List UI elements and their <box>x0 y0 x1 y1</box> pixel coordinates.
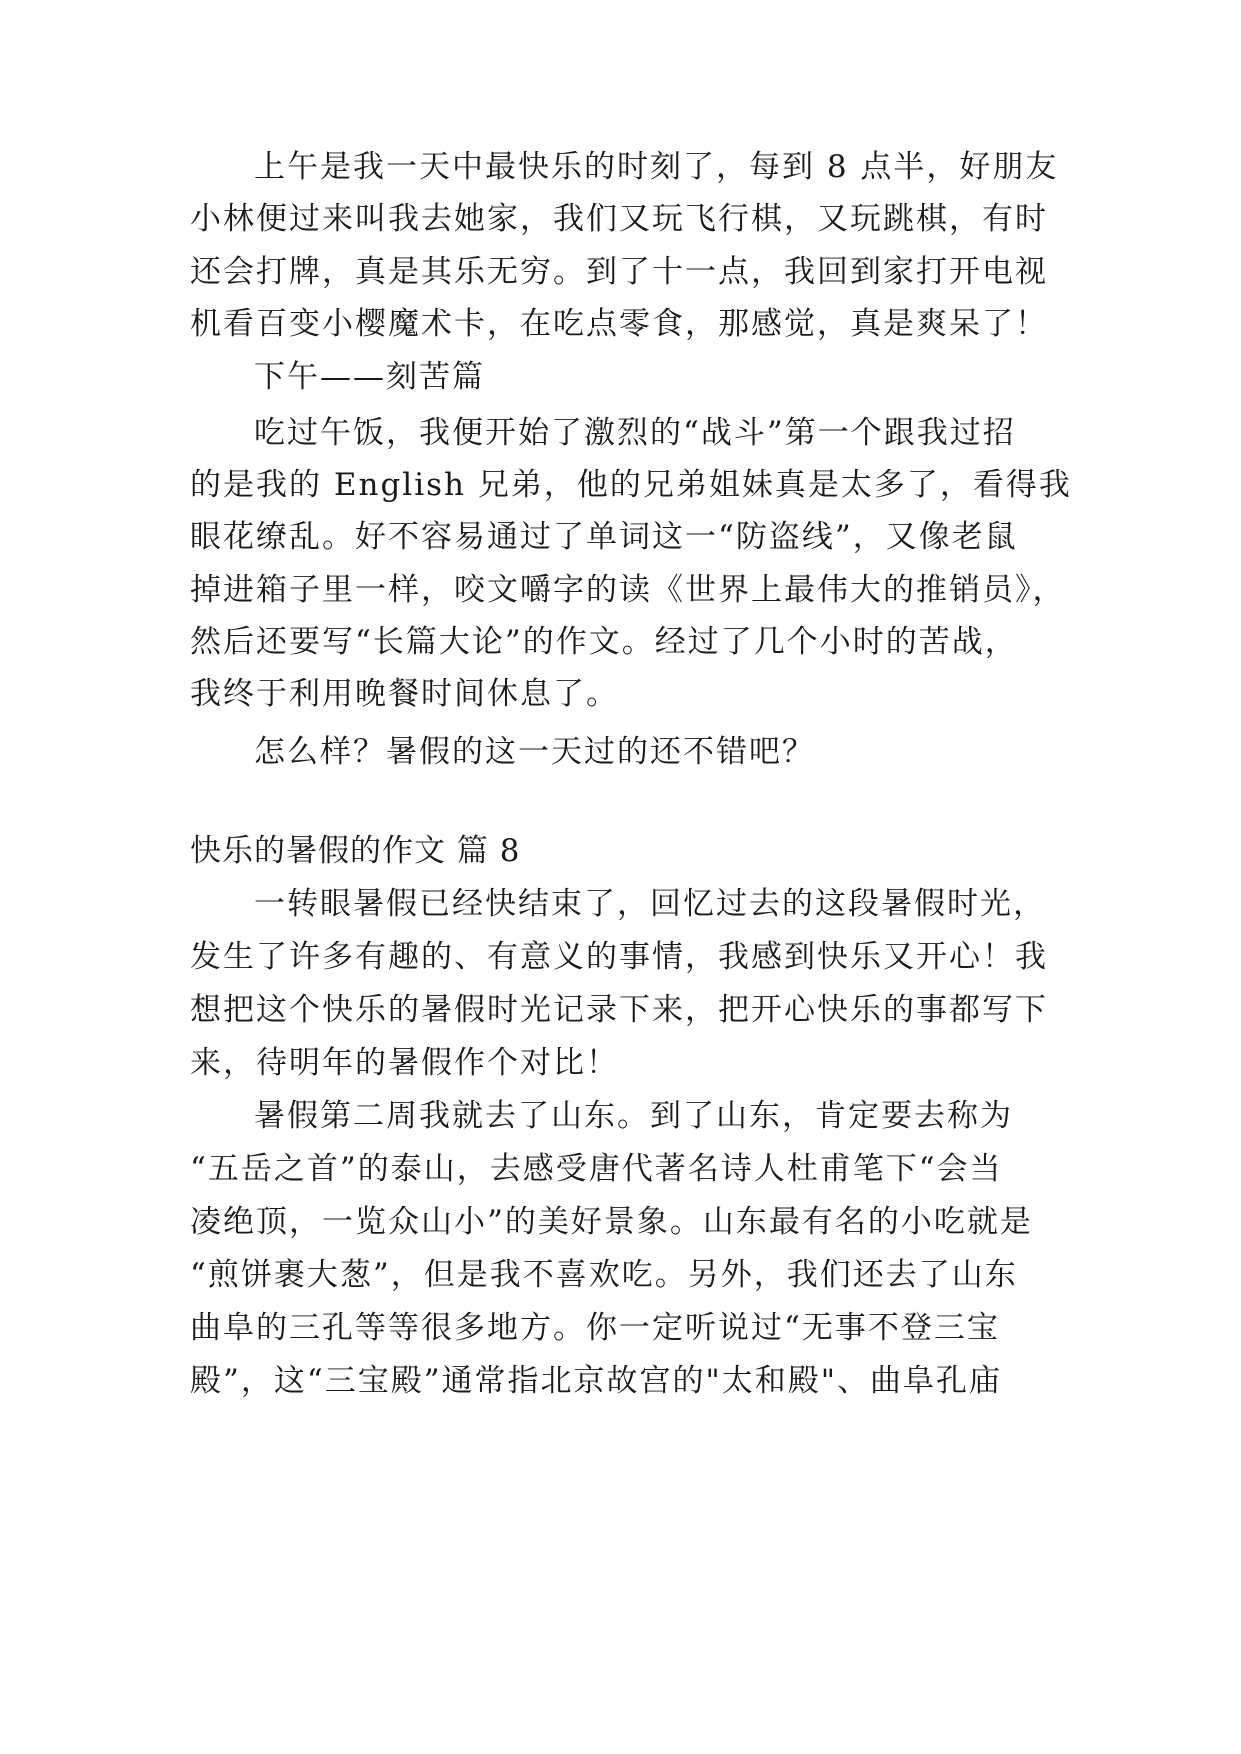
text-line: 暑假第二周我就去了山东。到了山东，肯定要去称为 <box>254 1098 1013 1134</box>
text-line: 上午是我一天中最快乐的时刻了，每到 8 点半，好朋友 <box>254 149 1059 185</box>
text-line: 还会打牌，真是其乐无穷。到了十一点，我回到家打开电视 <box>190 254 1048 290</box>
section-title: 快乐的暑假的作文 篇 8 <box>190 833 521 869</box>
text-line: 眼花缭乱。好不容易通过了单词这一“防盗线”，又像老鼠 <box>190 519 1018 555</box>
subheading: 下午——刻苦篇 <box>254 359 485 395</box>
text-line: 凌绝顶，一览众山小”的美好景象。山东最有名的小吃就是 <box>190 1204 1033 1240</box>
text-line: 来，待明年的暑假作个对比！ <box>190 1045 619 1081</box>
text-line: 殿”，这“三宝殿”通常指北京故宫的"太和殿"、曲阜孔庙 <box>190 1363 1003 1399</box>
text-line: 我终于利用晚餐时间休息了。 <box>190 676 619 712</box>
text-line: 想把这个快乐的暑假时光记录下来，把开心快乐的事都写下 <box>190 992 1048 1028</box>
text-line: 掉进箱子里一样，咬文嚼字的读《世界上最伟大的推销员》， <box>190 572 1066 608</box>
text-line: 的是我的 English 兄弟，他的兄弟姐妹真是太多了，看得我 <box>190 467 1072 503</box>
text-line: 怎么样？暑假的这一天过的还不错吧？ <box>254 734 815 770</box>
text-line: 吃过午饭，我便开始了激烈的“战斗”第一个跟我过招 <box>254 415 1016 451</box>
text-line: 曲阜的三孔等等很多地方。你一定听说过“无事不登三宝 <box>190 1310 1000 1346</box>
text-line: 一转眼暑假已经快结束了，回忆过去的这段暑假时光， <box>254 886 1046 922</box>
text-line: 然后还要写“长篇大论”的作文。经过了几个小时的苦战， <box>190 624 1018 660</box>
text-line: 发生了许多有趣的、有意义的事情，我感到快乐又开心！我 <box>190 939 1048 975</box>
text-line: 小林便过来叫我去她家，我们又玩飞行棋，又玩跳棋，有时 <box>190 201 1048 237</box>
text-line: “煎饼裹大葱”，但是我不喜欢吃。另外，我们还去了山东 <box>190 1257 1018 1293</box>
text-line: “五岳之首”的泰山，去感受唐代著名诗人杜甫笔下“会当 <box>190 1151 1003 1187</box>
text-line: 机看百变小樱魔术卡，在吃点零食，那感觉，真是爽呆了！ <box>190 306 1048 342</box>
